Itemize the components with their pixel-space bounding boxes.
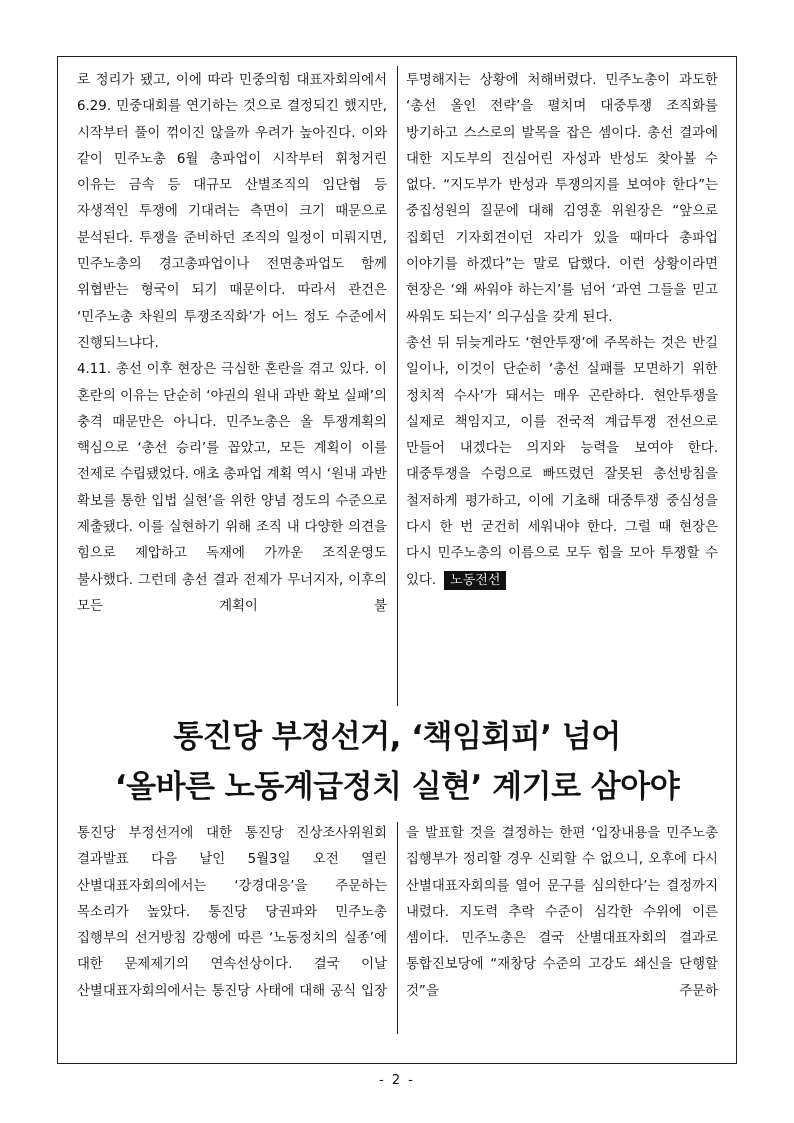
section-tag: 노동전선 — [444, 571, 506, 590]
column-divider — [397, 66, 398, 706]
paragraph: 을 발표할 것을 결정하는 한편 ‘입장내용을 민주노총 집행부가 정리할 경우 신뢰할 수 없으니, 오후에 다시 산별대표자회의를 열어 문구를 심의한다’는 결정까지 내렸다. 지도력 추락 수준이 심각한 수위에 이른 셈이다. 민주노총은 결국 산별대표자회의 결과로 통합진보당에 “재창당 수준의 고강도 쇄신을 단행할 것”을 주문하 — [406, 826, 718, 999]
column-divider — [397, 822, 398, 1034]
headline-line-1: 통진당 부정선거, ‘책임회피’ 넘어 — [173, 719, 621, 755]
paragraph — [406, 331, 718, 594]
article-column-left — [77, 68, 387, 620]
article2-column-left — [77, 821, 387, 1005]
paragraph-text: 총선 뒤 뒤늦게라도 ‘현안투쟁’에 주목하는 것은 반길 일이나, 이것이 단순히 ‘총선 실패를 모면하기 위한 정치적 수사’가 돼서는 매우 곤란하다. 현안투쟁을 실제로 책임지고, 이를 전국적 계급투쟁 전선으로 만들어 내겠다는 의지와 능력을 보여야 한다. 대중투쟁을 수렁으로 빠뜨렸던 잘못된 총선방침을 철저하게 평가하고, 이에 기초해 대중투쟁 중심성을 다시 한 번 굳건히 세워내야 한다. 그럴 때 현장은 다시 민주노총의 이름으로 모두 힘을 모아 투쟁할 수 있다. — [406, 335, 718, 588]
paragraph: 통진당 부정선거에 대한 통진당 진상조사위원회 결과발표 다음 날인 5월3일 오전 열린 산별대표자회의에서는 ‘강경대응’을 주문하는 목소리가 높았다. 통진당 당권파와 민주노총 집행부의 선거방침 강행에 따른 ‘노동정치의 실종’에 대한 문제제기의 연속선상이다. 결국 이날 산별대표자회의에서는 통진당 사태에 대해 공식 입장 — [77, 826, 387, 999]
article-headline — [57, 712, 737, 812]
article-column-right — [406, 68, 718, 594]
headline-line-2: ‘올바른 노동계급정치 실현’ 계기로 삼아야 — [114, 769, 680, 805]
page-number: - 2 - — [379, 1073, 415, 1088]
paragraph: 4.11. 총선 이후 현장은 극심한 혼란을 겪고 있다. 이 혼란의 이유는 단순히 ‘야권의 원내 과반 확보 실패’의 충격 때문만은 아니다. 민주노총은 올 투쟁계획의 핵심으로 ‘총선 승리’를 꼽았고, 모든 계획이 이를 전제로 수립됐었다. 애초 총파업 계획 역시 ‘원내 과반 확보를 통한 입법 실현’을 위한 양념 정도의 수준으로 제출됐다. 이를 실현하기 위해 조직 내 다양한 의견을 힘으로 제압하고 독재에 가까운 조직운영도 불사했다. 그런데 총선 결과 전제가 무너지자, 이후의 모든 계획이 불 — [77, 362, 387, 614]
paragraph: 투명해지는 상황에 처해버렸다. 민주노총이 과도한 ‘총선 올인 전략’을 펼치며 대중투쟁 조직화를 방기하고 스스로의 발목을 잡은 셈이다. 총선 결과에 대한 지도부의 진심어린 자성과 반성도 찾아볼 수 없다. “지도부가 반성과 투쟁의지를 보여야 한다”는 중집성원의 질문에 대해 김영훈 위원장은 “앞으로 집회던 기자회견이던 자리가 있을 때마다 총파업 이야기를 하겠다”는 말로 답했다. 이런 상황이라면 현장은 ‘왜 싸워야 하는지’를 넘어 ‘과연 그들을 믿고 싸워도 되는지’ 의구심을 갖게 된다. — [406, 73, 718, 325]
article2-column-right — [406, 821, 718, 1005]
paragraph: 로 정리가 됐고, 이에 따라 민중의힘 대표자회의에서 6.29. 민중대회를 연기하는 것으로 결정되긴 했지만, 시작부터 풀이 꺾이진 않을까 우려가 높아진다. 이와 같이 민주노총 6월 총파업이 시작부터 휘청거린 이유는 금속 등 대규모 산별조직의 임단협 등 자생적인 투쟁에 기대려는 측면이 크기 때문으로 분석된다. 투쟁을 준비하던 조직의 일정이 미뤄지면, 민주노총의 경고총파업이나 전면총파업도 함께 위협받는 형국이 되기 때문이다. 따라서 관건은 ‘민주노총 차원의 투쟁조직화’가 어느 정도 수준에서 진행되느냐다. — [77, 73, 387, 351]
